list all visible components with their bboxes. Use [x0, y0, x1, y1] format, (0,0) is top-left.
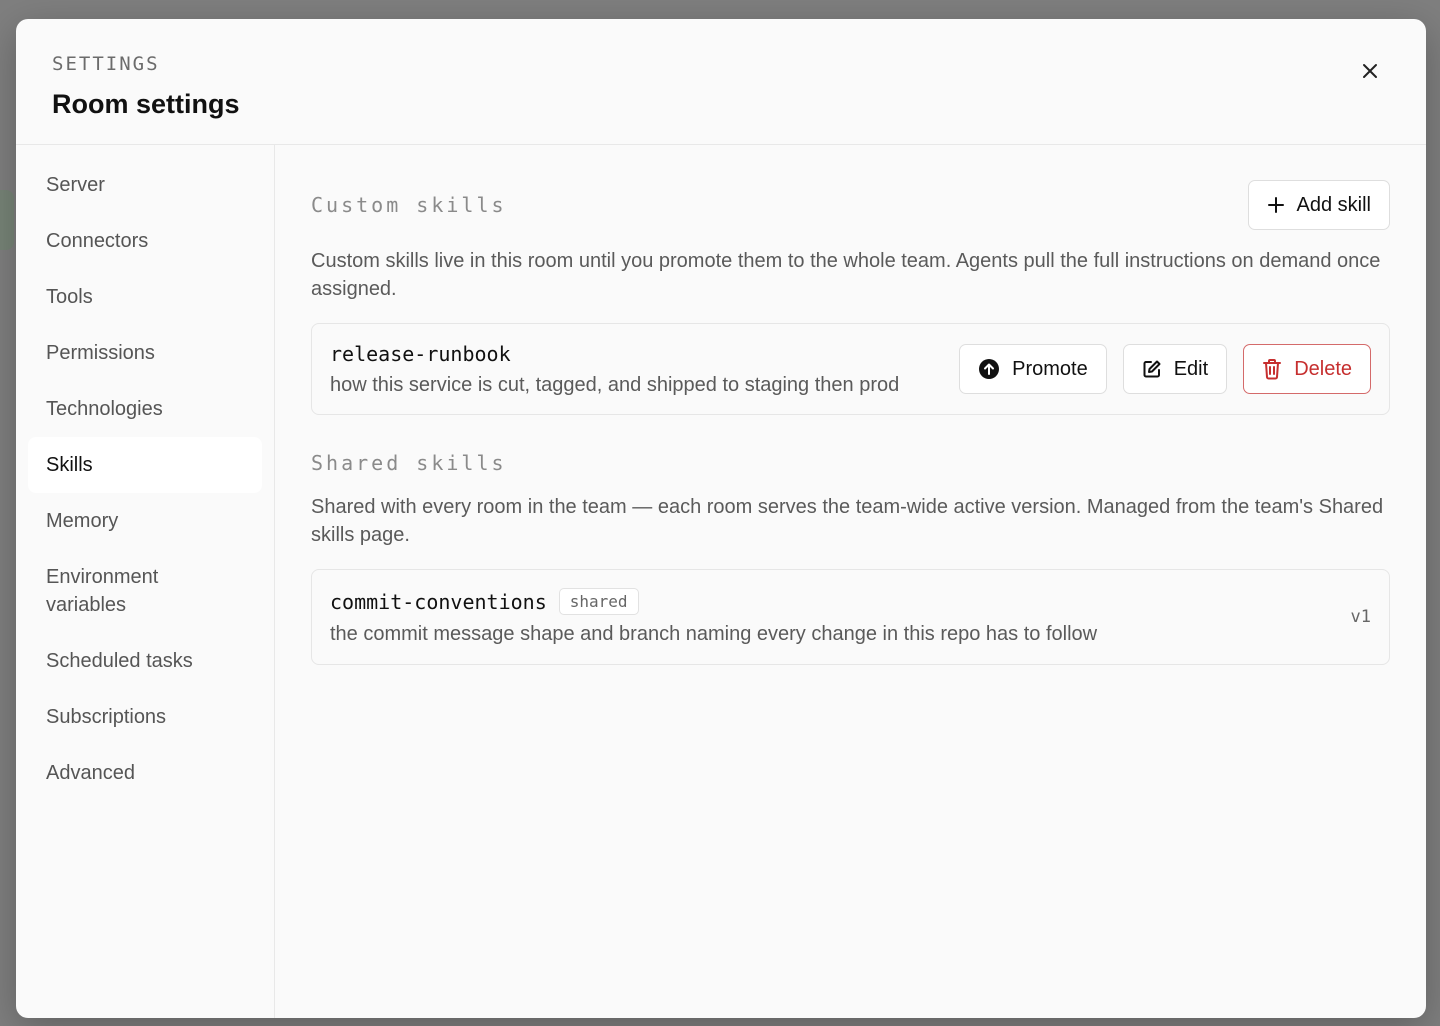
promote-label: Promote [1012, 357, 1088, 380]
sidebar-item-subscriptions[interactable]: Subscriptions [46, 706, 167, 728]
settings-sidebar [16, 145, 275, 1018]
shared-skills-title: Shared skills [311, 451, 507, 475]
shared-skill-version: v1 [1350, 607, 1371, 627]
skill-description: how this service is cut, tagged, and shipped to staging then prod [330, 373, 900, 396]
skill-name: release-runbook [330, 341, 511, 366]
settings-modal [16, 19, 1426, 1018]
trash-icon [1262, 358, 1282, 380]
shared-skill-title-row [330, 588, 1331, 615]
sidebar-item-server[interactable]: Server [46, 174, 105, 196]
sidebar-item-advanced[interactable]: Advanced [46, 762, 135, 784]
custom-skills-title: Custom skills [311, 193, 507, 217]
skill-card-commit-conventions [311, 569, 1390, 665]
delete-button[interactable] [1243, 344, 1371, 394]
plus-icon [1267, 196, 1285, 214]
shared-skill-description: the commit message shape and branch naming every change in this repo has to follow [330, 623, 1098, 645]
sidebar-item-technologies[interactable]: Technologies [46, 398, 163, 420]
edit-label: Edit [1173, 357, 1209, 380]
skill-info [330, 342, 959, 397]
promote-button[interactable] [959, 344, 1107, 394]
sidebar-item-tools[interactable]: Tools [46, 286, 93, 308]
modal-body [16, 145, 1426, 1018]
skills-content [311, 145, 1390, 1018]
add-skill-button[interactable] [1248, 180, 1390, 230]
close-button[interactable] [1356, 57, 1384, 85]
shared-badge: shared [559, 588, 639, 615]
sidebar-item-scheduled-tasks[interactable]: Scheduled tasks [46, 650, 193, 672]
sidebar-item-skills[interactable]: Skills [28, 437, 262, 493]
modal-title: Room settings [52, 89, 240, 119]
sidebar-item-permissions[interactable]: Permissions [46, 342, 155, 364]
custom-skills-description: Custom skills live in this room until you promote them to the whole team. Agents pull the full instructions on demand once assigned. [311, 250, 1381, 300]
modal-header [16, 19, 1426, 145]
sidebar-item-memory[interactable]: Memory [46, 510, 119, 532]
arrow-up-circle-icon [978, 358, 1000, 380]
backdrop-accent [0, 190, 14, 250]
shared-skill-name: commit-conventions [330, 590, 547, 614]
close-icon [1362, 63, 1378, 79]
skill-card-release-runbook [311, 323, 1390, 415]
modal-eyebrow: SETTINGS [52, 53, 160, 75]
custom-skills-header [311, 180, 1390, 230]
edit-button[interactable] [1123, 344, 1227, 394]
skill-actions [959, 344, 1371, 394]
delete-label: Delete [1294, 357, 1352, 380]
sidebar-item-environment-variables[interactable]: Environment variables [46, 566, 159, 616]
edit-icon [1142, 359, 1162, 379]
add-skill-label: Add skill [1296, 193, 1371, 216]
sidebar-item-connectors[interactable]: Connectors [46, 230, 149, 252]
shared-skills-description: Shared with every room in the team — each room serves the team-wide active version. Managed from the team's Shared skills page. [311, 496, 1384, 546]
shared-skill-info [330, 588, 1351, 646]
